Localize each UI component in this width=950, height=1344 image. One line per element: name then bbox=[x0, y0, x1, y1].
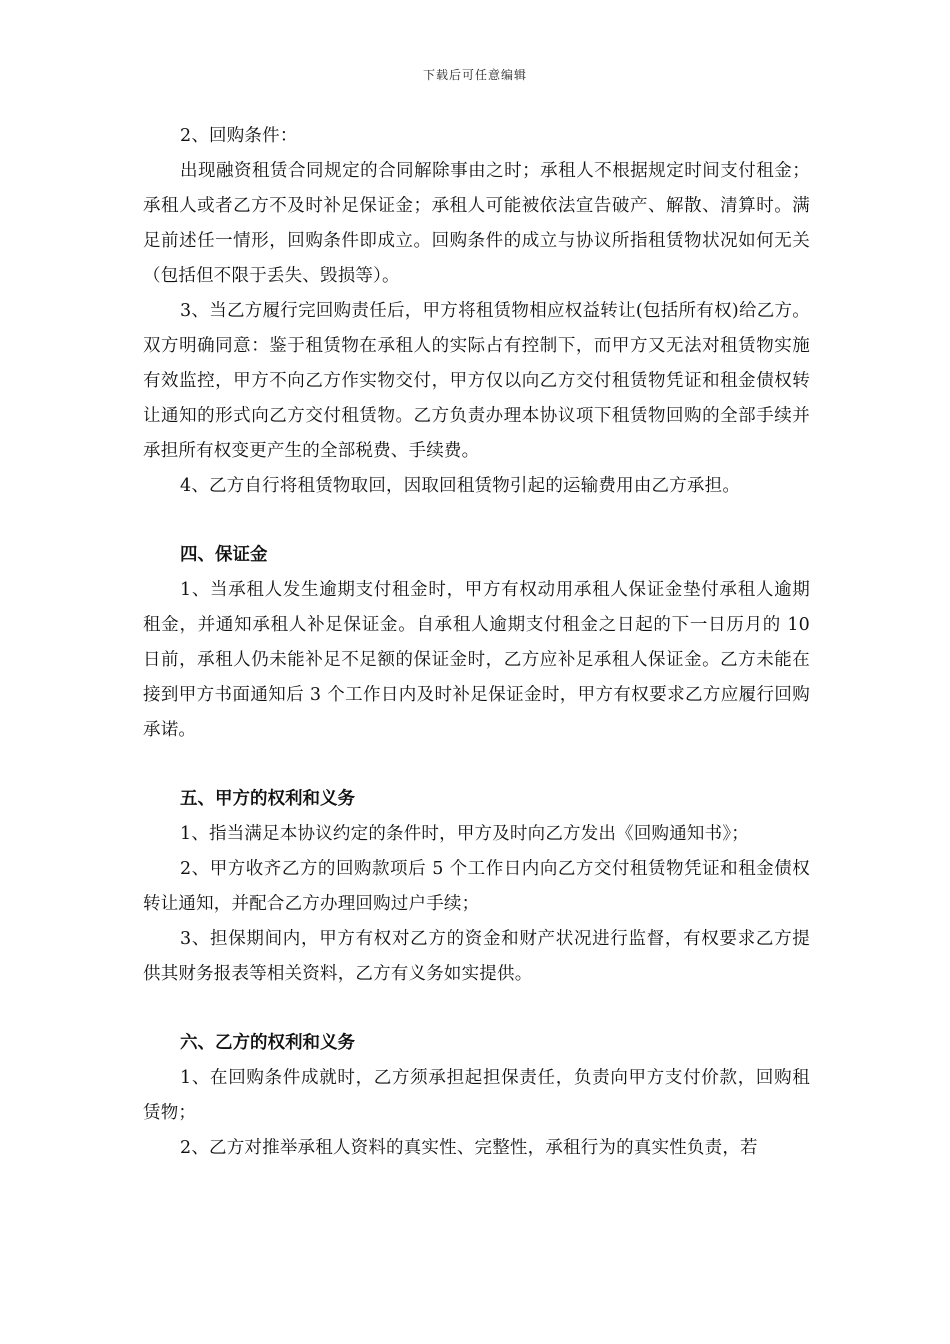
section-gap bbox=[143, 504, 810, 538]
clause-6-1: 1、在回购条件成就时，乙方须承担起担保责任，负责向甲方支付价款，回购租赁物； bbox=[143, 1068, 810, 1123]
clause-6-2: 2、乙方对推举承租人资料的真实性、完整性，承租行为的真实性负责，若 bbox=[180, 1138, 758, 1158]
section-gap bbox=[143, 992, 810, 1026]
page-header-note: 下载后可任意编辑 bbox=[422, 68, 527, 82]
clause-5-1: 1、指当满足本协议约定的条件时，甲方及时向乙方发出《回购通知书》； bbox=[180, 824, 749, 844]
section-4-heading: 四、保证金 bbox=[180, 545, 268, 565]
section-gap bbox=[143, 748, 810, 782]
section-5-heading: 五、甲方的权利和义务 bbox=[180, 789, 355, 809]
clause-5-2: 2、甲方收齐乙方的回购款项后 5 个工作日内向乙方交付租赁物凭证和租金债权转让通知，并配合乙方办理回购过户手续； bbox=[143, 859, 810, 914]
document-body bbox=[143, 119, 810, 1166]
clause-3-2-body: 出现融资租赁合同规定的合同解除事由之时；承租人不根据规定时间支付租金；承租人或者乙方不及时补足保证金；承租人可能被依法宣告破产、解散、清算时。满足前述任一情形，回购条件即成立。回购条件的成立与协议所指租赁物状况如何无关（包括但不限于丢失、毁损等）。 bbox=[143, 161, 810, 286]
clause-5-3: 3、担保期间内，甲方有权对乙方的资金和财产状况进行监督，有权要求乙方提供其财务报表等相关资料，乙方有义务如实提供。 bbox=[143, 929, 810, 984]
section-6-heading: 六、乙方的权利和义务 bbox=[180, 1033, 355, 1053]
clause-3-2-title: 2、回购条件： bbox=[180, 126, 298, 146]
clause-3-3: 3、当乙方履行完回购责任后，甲方将租赁物相应权益转让(包括所有权)给乙方。双方明确同意：鉴于租赁物在承租人的实际占有控制下，而甲方又无法对租赁物实施有效监控，甲方不向乙方作实物交付，甲方仅以向乙方交付租赁物凭证和租金债权转让通知的形式向乙方交付租赁物。乙方负责办理本协议项下租赁物回购的全部手续并承担所有权变更产生的全部税费、手续费。 bbox=[143, 301, 810, 461]
clause-3-4: 4、乙方自行将租赁物取回，因取回租赁物引起的运输费用由乙方承担。 bbox=[180, 476, 741, 496]
clause-4-1: 1、当承租人发生逾期支付租金时，甲方有权动用承租人保证金垫付承租人逾期租金，并通知承租人补足保证金。自承租人逾期支付租金之日起的下一日历月的 10 日前，承租人仍未能补足不足额的保证金时，乙方应补足承租人保证金。乙方未能在接到甲方书面通知后 3 个工作日内及时补足保证金时，甲方有权要求乙方应履行回购承诺。 bbox=[143, 580, 810, 740]
